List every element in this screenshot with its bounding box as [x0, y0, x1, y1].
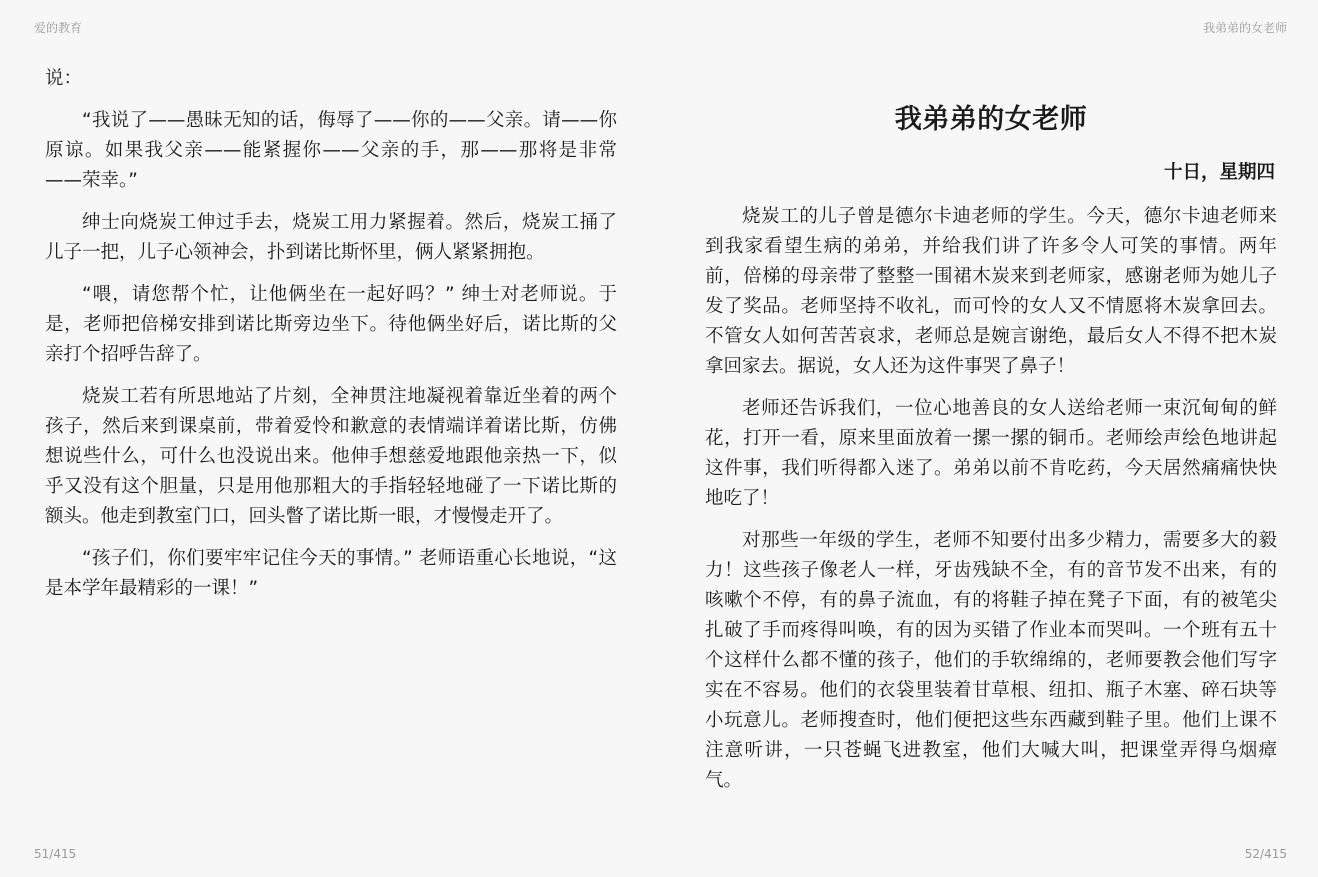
paragraph: “孩子们，你们要牢牢记住今天的事情。” 老师语重心长地说，“这是本学年最精彩的一课！”: [45, 548, 617, 599]
paragraph: 绅士向烧炭工伸过手去，烧炭工用力紧握着。然后，烧炭工捅了儿子一把，儿子心领神会，扑到诺比斯怀里，俩人紧紧拥抱。: [45, 212, 617, 263]
chapter-date: 十日，星期四: [1163, 162, 1275, 183]
left-page-number: 51/415: [34, 847, 77, 861]
paragraph: “喂，请您帮个忙，让他俩坐在一起好吗？” 绅士对老师说。于是，老师把倍梯安排到诺比斯旁边坐下。待他俩坐好后，诺比斯的父亲打个招呼告辞了。: [45, 284, 617, 365]
right-page-number: 52/415: [1244, 847, 1287, 861]
paragraph: 烧炭工若有所思地站了片刻，全神贯注地凝视着靠近坐着的两个孩子，然后来到课桌前，带着爱怜和歉意的表情端详着诺比斯，仿佛想说些什么，可什么也没说出来。他伸手想慈爱地跟他亲热一下，似乎又没有这个胆量，只是用他那粗大的手指轻轻地碰了一下诺比斯的额头。他走到教室门口，回头瞥了诺比斯一眼，才慢慢走开了。: [45, 386, 617, 527]
paragraph: “我说了——愚昧无知的话，侮辱了——你的——父亲。请——你原谅。如果我父亲——能紧握你——父亲的手，那——那将是非常——荣幸。”: [45, 110, 617, 191]
paragraph: 老师还告诉我们，一位心地善良的女人送给老师一束沉甸甸的鲜花，打开一看，原来里面放着一摞一摞的铜币。老师绘声绘色地讲起这件事，我们听得都入迷了。弟弟以前不肯吃药，今天居然痛痛快快地吃了！: [705, 398, 1277, 509]
paragraph: 烧炭工的儿子曾是德尔卡迪老师的学生。今天，德尔卡迪老师来到我家看望生病的弟弟，并给我们讲了许多令人可笑的事情。两年前，倍梯的母亲带了整整一围裙木炭来到老师家，感谢老师为她儿子发了奖品。老师坚持不收礼，而可怜的女人又不情愿将木炭拿回去。不管女人如何苦苦哀求，老师总是婉言谢绝，最后女人不得不把木炭拿回家去。据说，女人还为这件事哭了鼻子！: [705, 206, 1277, 377]
paragraph: 说：: [45, 68, 83, 89]
left-page-text: [45, 64, 617, 616]
right-page-text: [705, 96, 1277, 808]
chapter-title: 我弟弟的女老师: [894, 104, 1088, 135]
chapter-title-header: 我弟弟的女老师: [1202, 21, 1287, 35]
paragraph: 对那些一年级的学生，老师不知要付出多少精力，需要多大的毅力！这些孩子像老人一样，牙齿残缺不全，有的音节发不出来，有的咳嗽个不停，有的鼻子流血，有的将鞋子掉在凳子下面，有的被笔尖扎破了手而疼得叫唤，有的因为买错了作业本而哭叫。一个班有五十个这样什么都不懂的孩子，他们的手软绵绵的，老师要教会他们写字实在不容易。他们的衣袋里装着甘草根、纽扣、瓶子木塞、碎石块等小玩意儿。老师搜查时，他们便把这些东西藏到鞋子里。他们上课不注意听讲，一只苍蝇飞进教室，他们大喊大叫，把课堂弄得乌烟瘴气。: [705, 530, 1277, 791]
book-title-header: 爱的教育: [34, 21, 83, 35]
